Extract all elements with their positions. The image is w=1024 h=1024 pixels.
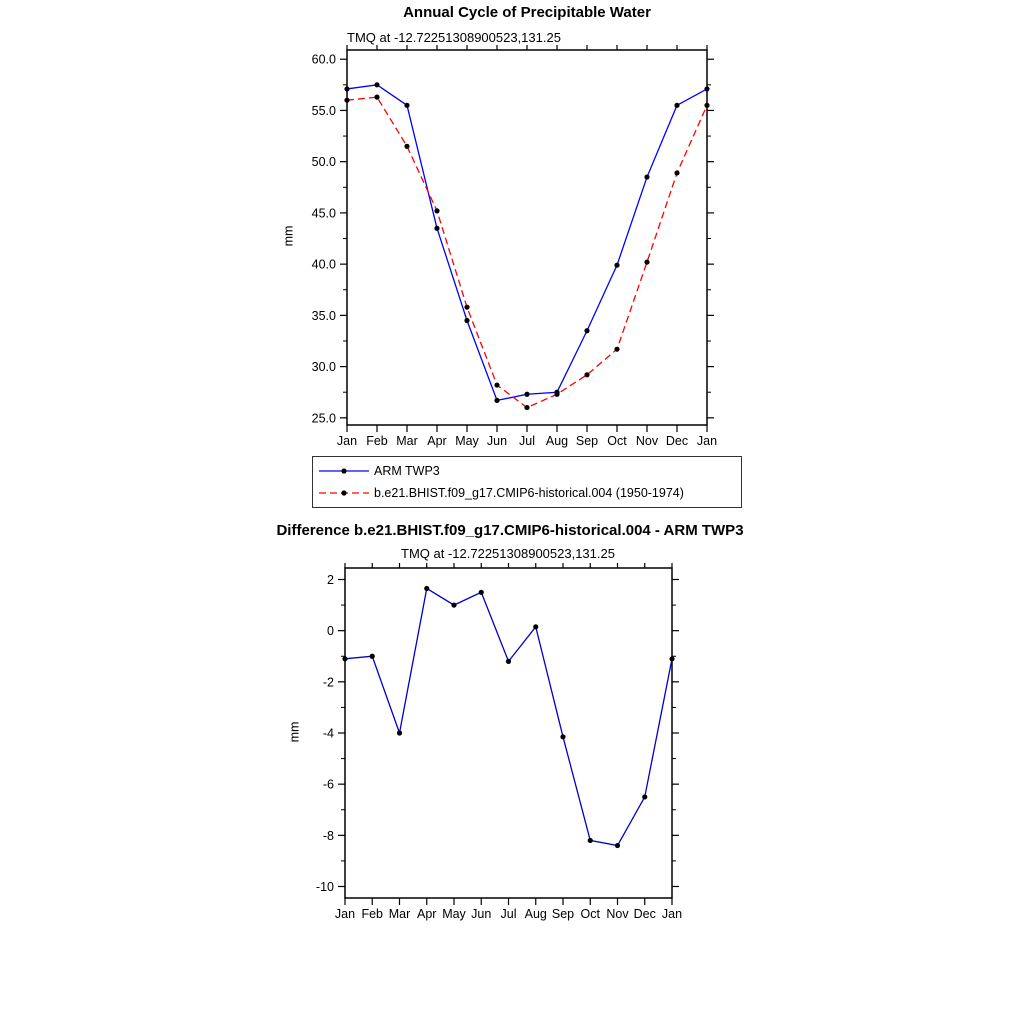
data-point	[674, 170, 679, 175]
x-tick-label: Aug	[524, 907, 547, 921]
data-point	[615, 843, 620, 848]
legend-item-arm-twp3	[318, 460, 736, 482]
legend-label-arm-twp3: ARM TWP3	[374, 464, 440, 478]
data-point	[533, 624, 538, 629]
y-tick-label: 55.0	[311, 103, 336, 118]
y-tick-label: 35.0	[311, 308, 336, 323]
annual-cycle-title: Annual Cycle of Precipitable Water	[403, 4, 651, 21]
legend-line-solid-icon	[318, 466, 370, 476]
y-axis	[312, 53, 714, 426]
data-point	[560, 734, 565, 739]
data-point	[494, 398, 499, 403]
annual-cycle-subtitle: TMQ at -12.72251308900523,131.25	[347, 30, 561, 45]
data-point	[404, 103, 409, 108]
x-tick-label: Jan	[661, 907, 683, 921]
x-tick-label: Jan	[696, 434, 718, 448]
data-point	[344, 98, 349, 103]
y-tick-label: 0	[327, 624, 334, 639]
data-point	[404, 144, 409, 149]
data-point	[434, 208, 439, 213]
y-axis	[316, 573, 679, 894]
x-tick-label: Mar	[396, 434, 418, 448]
y-tick-label: 50.0	[311, 155, 336, 170]
data-point	[584, 328, 589, 333]
x-tick-label: Jan	[334, 907, 356, 921]
x-tick-label: Sep	[575, 434, 599, 448]
x-tick-label: Nov	[606, 907, 629, 921]
difference-plot	[0, 560, 1024, 940]
y-tick-label: -4	[322, 726, 334, 741]
y-tick-label: 2	[327, 573, 334, 588]
data-point	[451, 602, 456, 607]
x-tick-label: Feb	[366, 434, 388, 448]
x-tick-label: Oct	[607, 434, 627, 448]
x-tick-label: Sep	[551, 907, 575, 921]
data-point	[669, 656, 674, 661]
x-tick-label: Jul	[500, 907, 517, 921]
data-point	[424, 586, 429, 591]
y-tick-label: 25.0	[311, 411, 336, 426]
x-tick-label: Apr	[427, 434, 447, 448]
data-point	[464, 305, 469, 310]
data-point	[642, 794, 647, 799]
data-point	[704, 86, 709, 91]
x-tick-label: Jan	[336, 434, 358, 448]
plot-frame	[347, 50, 707, 425]
x-tick-label: Dec	[665, 434, 689, 448]
series-line	[345, 588, 672, 845]
x-tick-label: May	[455, 434, 479, 448]
difference-title: Difference b.e21.BHIST.f09_g17.CMIP6-historical.004 - ARM TWP3	[276, 522, 744, 539]
x-axis	[335, 563, 682, 921]
x-tick-label: Jun	[471, 907, 492, 921]
y-tick-label: 45.0	[311, 206, 336, 221]
legend	[312, 456, 742, 508]
data-point	[524, 392, 529, 397]
y-tick-label: 30.0	[311, 360, 336, 375]
y-tick-label: -10	[315, 879, 334, 894]
y-tick-label: 60.0	[311, 52, 336, 67]
y-tick-label: -8	[322, 828, 334, 843]
annual-cycle-plot	[0, 0, 1024, 452]
x-tick-label: Oct	[580, 907, 600, 921]
data-point	[524, 405, 529, 410]
x-tick-label: Jul	[519, 434, 535, 448]
x-tick-label: Dec	[633, 907, 656, 921]
series-difference	[342, 586, 674, 848]
plot-frame	[345, 568, 672, 898]
data-point	[397, 730, 402, 735]
y-tick-label: 40.0	[311, 257, 336, 272]
x-tick-label: May	[442, 907, 466, 921]
x-tick-label: Mar	[388, 907, 411, 921]
annual-cycle-y-axis-label: mm	[281, 225, 296, 247]
data-point	[674, 103, 679, 108]
y-tick-label: -2	[322, 675, 334, 690]
data-point	[554, 392, 559, 397]
y-tick-label: -6	[322, 777, 334, 792]
data-point	[344, 86, 349, 91]
series-line	[347, 97, 707, 407]
x-tick-label: Nov	[635, 434, 659, 448]
x-tick-label: Jun	[486, 434, 508, 448]
difference-subtitle: TMQ at -12.72251308900523,131.25	[401, 546, 615, 561]
legend-label-cmip6-historical: b.e21.BHIST.f09_g17.CMIP6-historical.004 (1950-1974)	[374, 486, 684, 500]
data-point	[464, 318, 469, 323]
x-axis	[337, 45, 717, 448]
data-point	[644, 174, 649, 179]
data-point	[342, 656, 347, 661]
data-point	[584, 372, 589, 377]
data-point	[370, 654, 375, 659]
data-point	[644, 259, 649, 264]
data-point	[374, 95, 379, 100]
data-point	[434, 226, 439, 231]
data-point	[494, 382, 499, 387]
series-arm-twp3	[344, 82, 709, 403]
difference-y-axis-label: mm	[287, 721, 302, 743]
x-tick-label: Aug	[545, 434, 569, 448]
data-point	[506, 659, 511, 664]
series-cmip6-historical	[344, 95, 709, 411]
data-point	[614, 347, 619, 352]
data-point	[704, 103, 709, 108]
data-point	[588, 838, 593, 843]
data-point	[374, 82, 379, 87]
data-point	[614, 263, 619, 268]
data-point	[479, 590, 484, 595]
x-tick-label: Apr	[417, 907, 437, 921]
legend-item-cmip6-historical	[318, 482, 736, 504]
series-line	[347, 85, 707, 401]
legend-line-dashed-icon	[318, 488, 370, 498]
x-tick-label: Feb	[361, 907, 384, 921]
